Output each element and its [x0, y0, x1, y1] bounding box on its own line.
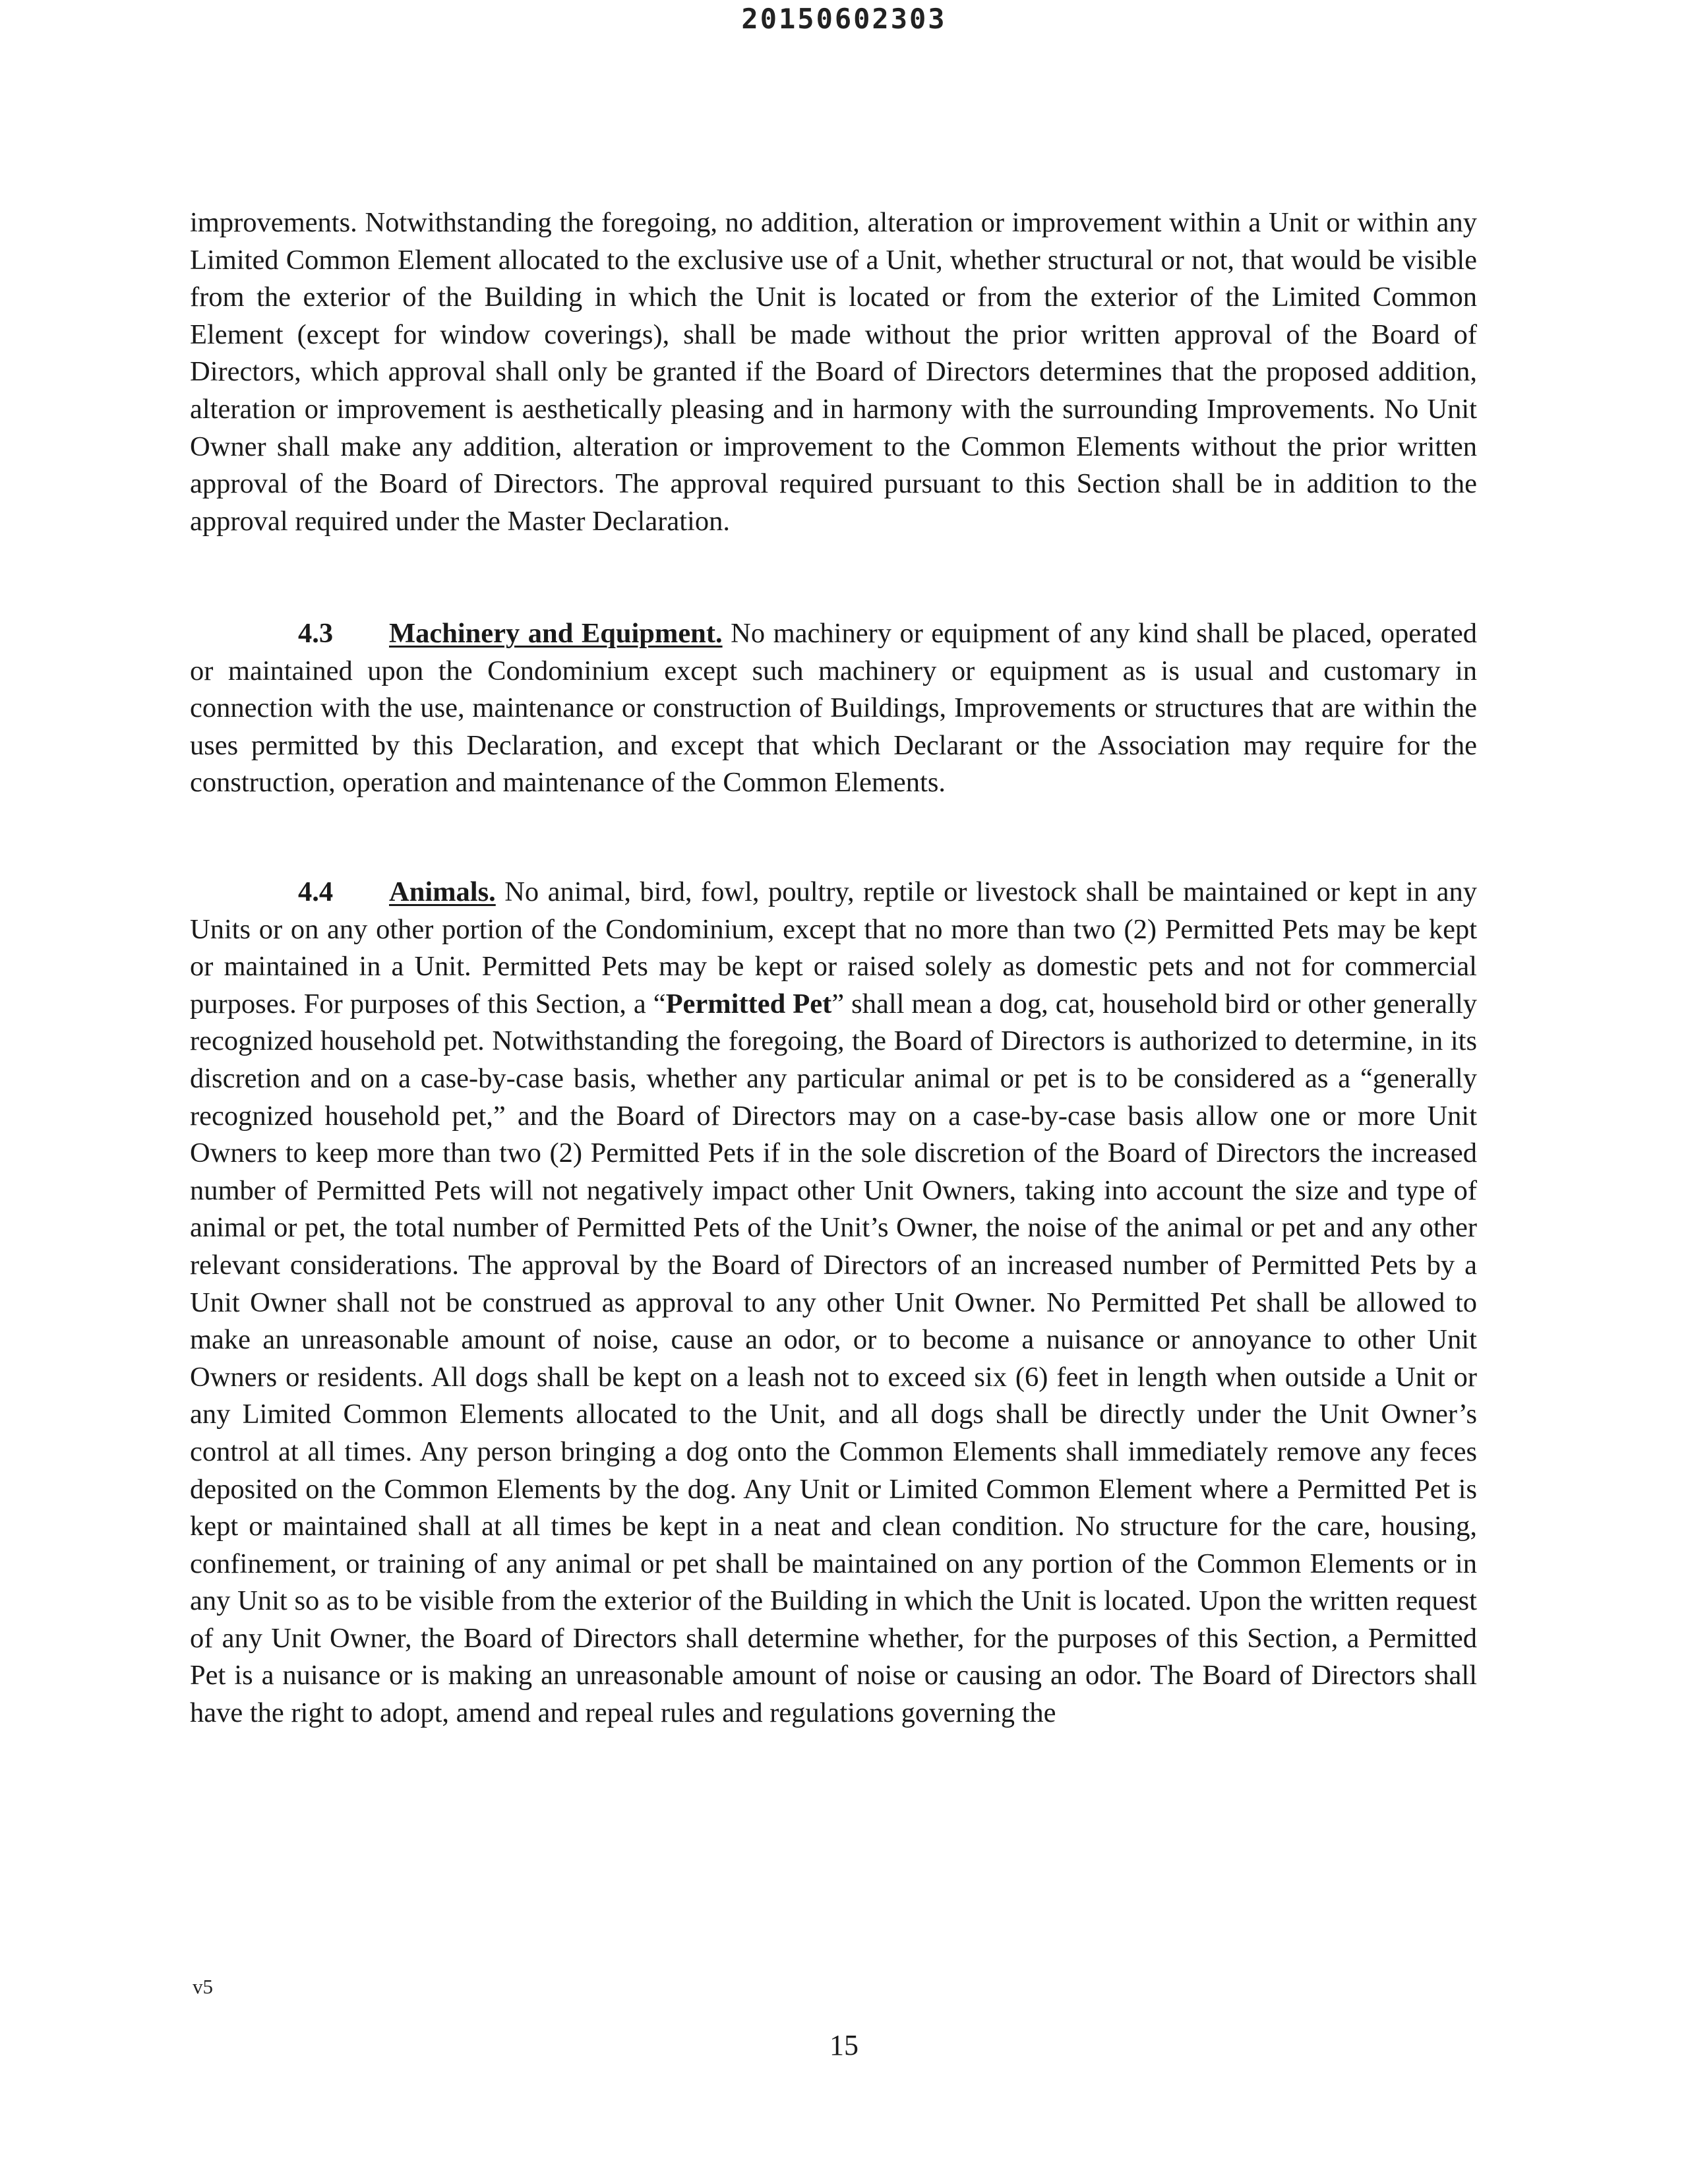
section-4-4-text-before-term: No animal, bird, fowl, poultry, reptile or livestock shall be maintained or kept in any Units or on any other portion of the Condominium, except that no more than two (2) Permitted Pets may be kept or maintained in a Unit. Permitted Pets may be kept or raised solely as domestic pets and not for commercial purposes. For purposes of this Section, a “ [190, 876, 1477, 1019]
page-number: 15 [829, 2029, 859, 2061]
defined-term-permitted-pet: Permitted Pet [665, 988, 832, 1019]
section-4-4-text-after-term: ” shall mean a dog, cat, household bird or other generally recognized household pet. Notwithstanding the foregoing, the Board of Directors is authorized to determine, in its discretion and on a case-by-case basis, whether any particular animal or pet is to be considered as a “generally recognized household pet,” and the Board of Directors may on a case-by-case basis allow one or more Unit Owners to keep more than two (2) Permitted Pets if in the sole discretion of the Board of Directors the increased number of Permitted Pets will not negatively impact other Unit Owners, taking into account the size and type of animal or pet, the total number of Permitted Pets of the Unit’s Owner, the noise of the animal or pet and any other relevant considerations. The approval by the Board of Directors of an increased number of Permitted Pets by a Unit Owner shall not be construed as approval to any other Unit Owner. No Permitted Pet shall be allowed to make an unreasonable amount of noise, cause an odor, or to become a nuisance or annoyance to other Unit Owners or residents. All dogs shall be kept on a leash not to exceed six (6) feet in length when outside a Unit or any Limited Common Elements allocated to the Unit, and all dogs shall be directly under the Unit Owner’s control at all times. Any person bringing a dog onto the Common Elements shall immediately remove any feces deposited on the Common Elements by the dog. Any Unit or Limited Common Element where a Permitted Pet is kept or maintained shall at all times be kept in a neat and clean condition. No structure for the care, housing, confinement, or training of any animal or pet shall be maintained on any portion of the Common Elements or in any Unit so as to be visible from the exterior of the Building in which the Unit is located. Upon the written request of any Unit Owner, the Board of Directors shall determine whether, for the purposes of this Section, a Permitted Pet is a nuisance or is making an unreasonable amount of noise or causing an odor. The Board of Directors shall have the right to adopt, amend and repeal rules and regulations governing the [190, 988, 1478, 1729]
section-4-4-paragraph [190, 874, 1477, 1732]
continuation-paragraph [190, 204, 1477, 540]
recording-number: 20150602303 [741, 3, 947, 35]
section-4-3-title: Machinery and Equipment. [389, 618, 723, 649]
version-mark: v5 [193, 1975, 213, 1998]
continuation-paragraph-text: improvements. Notwithstanding the foregoing, no addition, alteration or improvement within a Unit or within any Limited Common Element allocated to the exclusive use of a Unit, whether structural or not, that would be visible from the exterior of the Building in which the Unit is located or from the exterior of the Limited Common Element (except for window coverings), shall be made without the prior written approval of the Board of Directors, which approval shall only be granted if the Board of Directors determines that the proposed addition, alteration or improvement is aesthetically pleasing and in harmony with the surrounding Improvements. No Unit Owner shall make any addition, alteration or improvement to the Common Elements without the prior written approval of the Board of Directors. The approval required pursuant to this Section shall be in addition to the approval required under the Master Declaration. [190, 207, 1477, 537]
section-4-4-title: Animals. [389, 876, 496, 907]
section-4-3-text: No machinery or equipment of any kind shall be placed, operated or maintained upon the Condominium except such machinery or equipment as is usual and customary in connection with the use, maintenance or construction of Buildings, Improvements or structures that are within the uses permitted by this Declaration, and except that which Declarant or the Association may require for the construction, operation and maintenance of the Common Elements. [190, 618, 1477, 799]
section-4-3-number: 4.3 [298, 618, 334, 649]
section-4-3-paragraph [190, 615, 1477, 802]
section-4-4-number: 4.4 [298, 876, 334, 907]
